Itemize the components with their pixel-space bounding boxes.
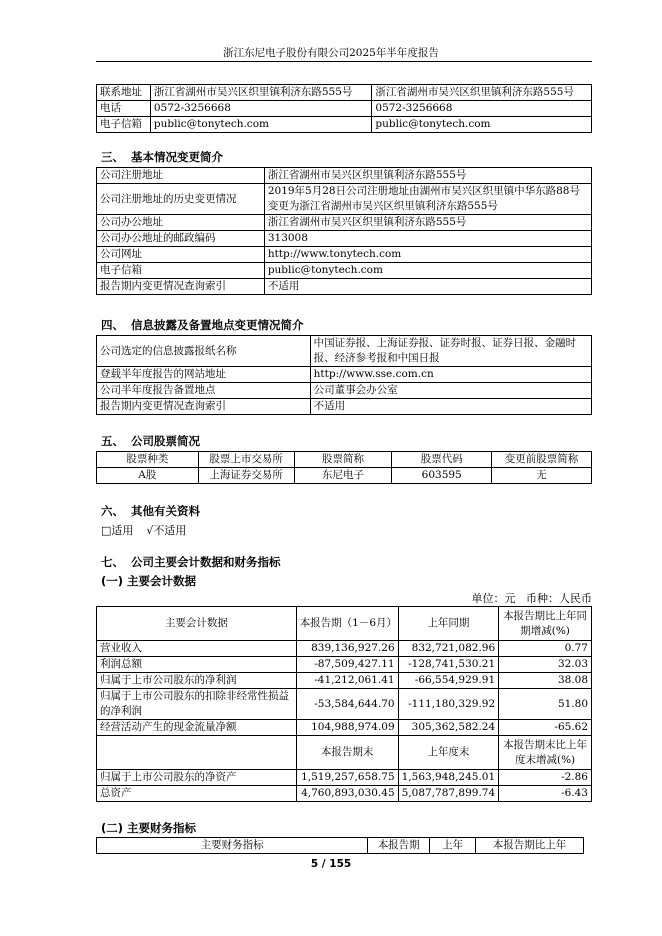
table-header-cell: 上年度末 — [398, 736, 499, 770]
section-title: 公司主要会计数据和财务指标 — [131, 555, 281, 569]
table-header-cell: 主要会计数据 — [97, 607, 297, 641]
applicability-options — [101, 522, 186, 538]
table-cell: 32.03 — [499, 657, 592, 673]
table-cell: public@tonytech.com — [372, 117, 592, 133]
table-cell: 浙江省湖州市吴兴区织里镇利济东路555号 — [150, 85, 372, 101]
page-header-title: 浙江东尼电子股份有限公司2025年半年度报告 — [223, 47, 439, 59]
table-cell: 公司办公地址 — [97, 215, 265, 231]
table-cell: 中国证券报、上海证券报、证券时报、证券日报、金融时报、经济参考报和中国日报 — [310, 336, 591, 367]
table-cell: 上海证券交易所 — [198, 468, 294, 484]
table-cell: public@tonytech.com — [264, 263, 591, 279]
section-6-heading — [101, 503, 200, 519]
table-cell: 不适用 — [310, 399, 591, 415]
table-cell: 104,988,974.09 — [296, 720, 398, 736]
table-row — [97, 168, 592, 184]
table-row — [97, 468, 592, 484]
table-header-cell: 股票上市交易所 — [198, 452, 294, 468]
table-cell: 经营活动产生的现金流量净额 — [97, 720, 297, 736]
table-cell: 公司半年度报告备置地点 — [97, 383, 311, 399]
table-row — [97, 641, 592, 657]
table-cell: 公司董事会办公室 — [310, 383, 591, 399]
table-cell: 报告期内变更情况查询索引 — [97, 279, 265, 295]
table-header-cell: 股票代码 — [392, 452, 492, 468]
disclosure-table — [96, 335, 592, 415]
section-number: 五、 — [101, 434, 124, 448]
section-title: 基本情况变更简介 — [131, 150, 223, 164]
table-header-cell: 上年同期 — [398, 607, 499, 641]
table-cell: -111,180,329.92 — [398, 689, 499, 720]
table-header-row — [97, 607, 592, 641]
table-header-cell — [97, 736, 297, 770]
table-cell: 利润总额 — [97, 657, 297, 673]
table-row — [97, 215, 592, 231]
table-cell: http://www.sse.com.cn — [310, 367, 591, 383]
table-row — [97, 657, 592, 673]
table-cell: 公司网址 — [97, 247, 265, 263]
table-row — [97, 383, 592, 399]
table-cell: 浙江省湖州市吴兴区织里镇利济东路555号 — [372, 85, 592, 101]
table-row — [97, 184, 592, 215]
table-cell: 832,721,082.96 — [398, 641, 499, 657]
table-row — [97, 231, 592, 247]
header-rule — [96, 61, 592, 62]
table-row — [97, 367, 592, 383]
table-row — [97, 673, 592, 689]
table-cell: 51.80 — [499, 689, 592, 720]
stock-info-table — [96, 451, 592, 484]
table-cell: 313008 — [264, 231, 591, 247]
table-header-row — [97, 838, 584, 854]
table-cell: 公司注册地址 — [97, 168, 265, 184]
table-header-cell: 本报告期 — [368, 838, 430, 854]
table-row — [97, 117, 592, 133]
table-row — [97, 720, 592, 736]
accounting-data-table — [96, 606, 592, 802]
table-cell: 305,362,582.24 — [398, 720, 499, 736]
table-row — [97, 689, 592, 720]
table-cell: 电话 — [97, 101, 151, 117]
table-row — [97, 247, 592, 263]
table-cell: 0572-3256668 — [372, 101, 592, 117]
table-cell: 839,136,927.26 — [296, 641, 398, 657]
table-cell: -41,212,061.41 — [296, 673, 398, 689]
table-row — [97, 263, 592, 279]
table-cell: -87,509,427.11 — [296, 657, 398, 673]
financial-indicators-table — [96, 837, 584, 854]
page-number: 5 / 155 — [310, 858, 352, 870]
table-cell: -6.43 — [499, 786, 592, 802]
table-cell: 联系地址 — [97, 85, 151, 101]
table-header-row — [97, 452, 592, 468]
table-cell: 报告期内变更情况查询索引 — [97, 399, 311, 415]
table-cell: 公司选定的信息披露报纸名称 — [97, 336, 311, 367]
table-cell: 1,519,257,658.75 — [296, 770, 398, 786]
table-cell: 无 — [492, 468, 592, 484]
table-header-cell: 主要财务指标 — [97, 838, 368, 854]
table-cell: -2.86 — [499, 770, 592, 786]
table-header-cell: 本报告期比上年 — [476, 838, 584, 854]
table-cell: 电子信箱 — [97, 117, 151, 133]
table-cell: 归属于上市公司股东的扣除非经常性损益的净利润 — [97, 689, 297, 720]
table-cell: 38.08 — [499, 673, 592, 689]
table-cell: 归属于上市公司股东的净资产 — [97, 770, 297, 786]
table-row — [97, 399, 592, 415]
table-cell: 不适用 — [264, 279, 591, 295]
table-cell: 公司注册地址的历史变更情况 — [97, 184, 265, 215]
table-row — [97, 101, 592, 117]
section-3-heading — [101, 149, 223, 165]
table-row — [97, 336, 592, 367]
table-header-cell: 本报告期比上年同期增减(%) — [499, 607, 592, 641]
section-4-heading — [101, 317, 304, 333]
subsection-financial-indicators: (二) 主要财务指标 — [101, 821, 197, 835]
table-row — [97, 770, 592, 786]
basic-info-change-table — [96, 167, 592, 295]
table-cell: 归属于上市公司股东的净利润 — [97, 673, 297, 689]
table-cell: 2019年5月28日公司注册地址由湖州市吴兴区织里镇中华东路88号变更为浙江省湖州市吴兴区织里镇利济东路555号 — [264, 184, 591, 215]
table-header-cell: 股票种类 — [97, 452, 199, 468]
table-cell: 浙江省湖州市吴兴区织里镇利济东路555号 — [264, 215, 591, 231]
table-cell: 电子信箱 — [97, 263, 265, 279]
table-cell: 603595 — [392, 468, 492, 484]
section-title: 其他有关资料 — [131, 504, 200, 518]
section-7-heading — [101, 554, 281, 570]
section-number: 六、 — [101, 504, 124, 518]
table-header-cell: 本报告期末比上年度末增减(%) — [499, 736, 592, 770]
contact-table — [96, 84, 592, 133]
option-applicable: □适用 — [101, 524, 134, 537]
table-cell: 总资产 — [97, 786, 297, 802]
table-cell: public@tonytech.com — [150, 117, 372, 133]
subsection-accounting-data: (一) 主要会计数据 — [101, 574, 197, 588]
section-number: 四、 — [101, 318, 124, 332]
table-cell: -128,741,530.21 — [398, 657, 499, 673]
section-number: 七、 — [101, 555, 124, 569]
section-5-heading — [101, 433, 200, 449]
table-header-cell: 股票简称 — [294, 452, 392, 468]
table-header-cell: 本报告期末 — [296, 736, 398, 770]
table-row — [97, 85, 592, 101]
table-header-cell: 变更前股票简称 — [492, 452, 592, 468]
option-not-applicable: √不适用 — [146, 524, 187, 537]
table-header-cell: 上年 — [430, 838, 476, 854]
section-number: 三、 — [101, 150, 124, 164]
table-cell: -65.62 — [499, 720, 592, 736]
table-cell: A股 — [97, 468, 199, 484]
table-cell: 东尼电子 — [294, 468, 392, 484]
table-cell: 浙江省湖州市吴兴区织里镇利济东路555号 — [264, 168, 591, 184]
table-cell: -66,554,929.91 — [398, 673, 499, 689]
table-header-cell: 本报告期（1－6月） — [296, 607, 398, 641]
table-header-row — [97, 736, 592, 770]
table-row — [97, 786, 592, 802]
table-cell: http://www.tonytech.com — [264, 247, 591, 263]
section-title: 公司股票简况 — [131, 434, 200, 448]
section-title: 信息披露及备置地点变更情况简介 — [131, 318, 304, 332]
table-cell: 0572-3256668 — [150, 101, 372, 117]
table-row — [97, 279, 592, 295]
table-cell: 0.77 — [499, 641, 592, 657]
unit-label: 单位：元 币种：人民币 — [471, 592, 592, 605]
table-cell: -53,584,644.70 — [296, 689, 398, 720]
table-cell: 公司办公地址的邮政编码 — [97, 231, 265, 247]
table-cell: 登载半年度报告的网站地址 — [97, 367, 311, 383]
table-cell: 4,760,893,030.45 — [296, 786, 398, 802]
table-cell: 营业收入 — [97, 641, 297, 657]
table-cell: 1,563,948,245.01 — [398, 770, 499, 786]
table-cell: 5,087,787,899.74 — [398, 786, 499, 802]
